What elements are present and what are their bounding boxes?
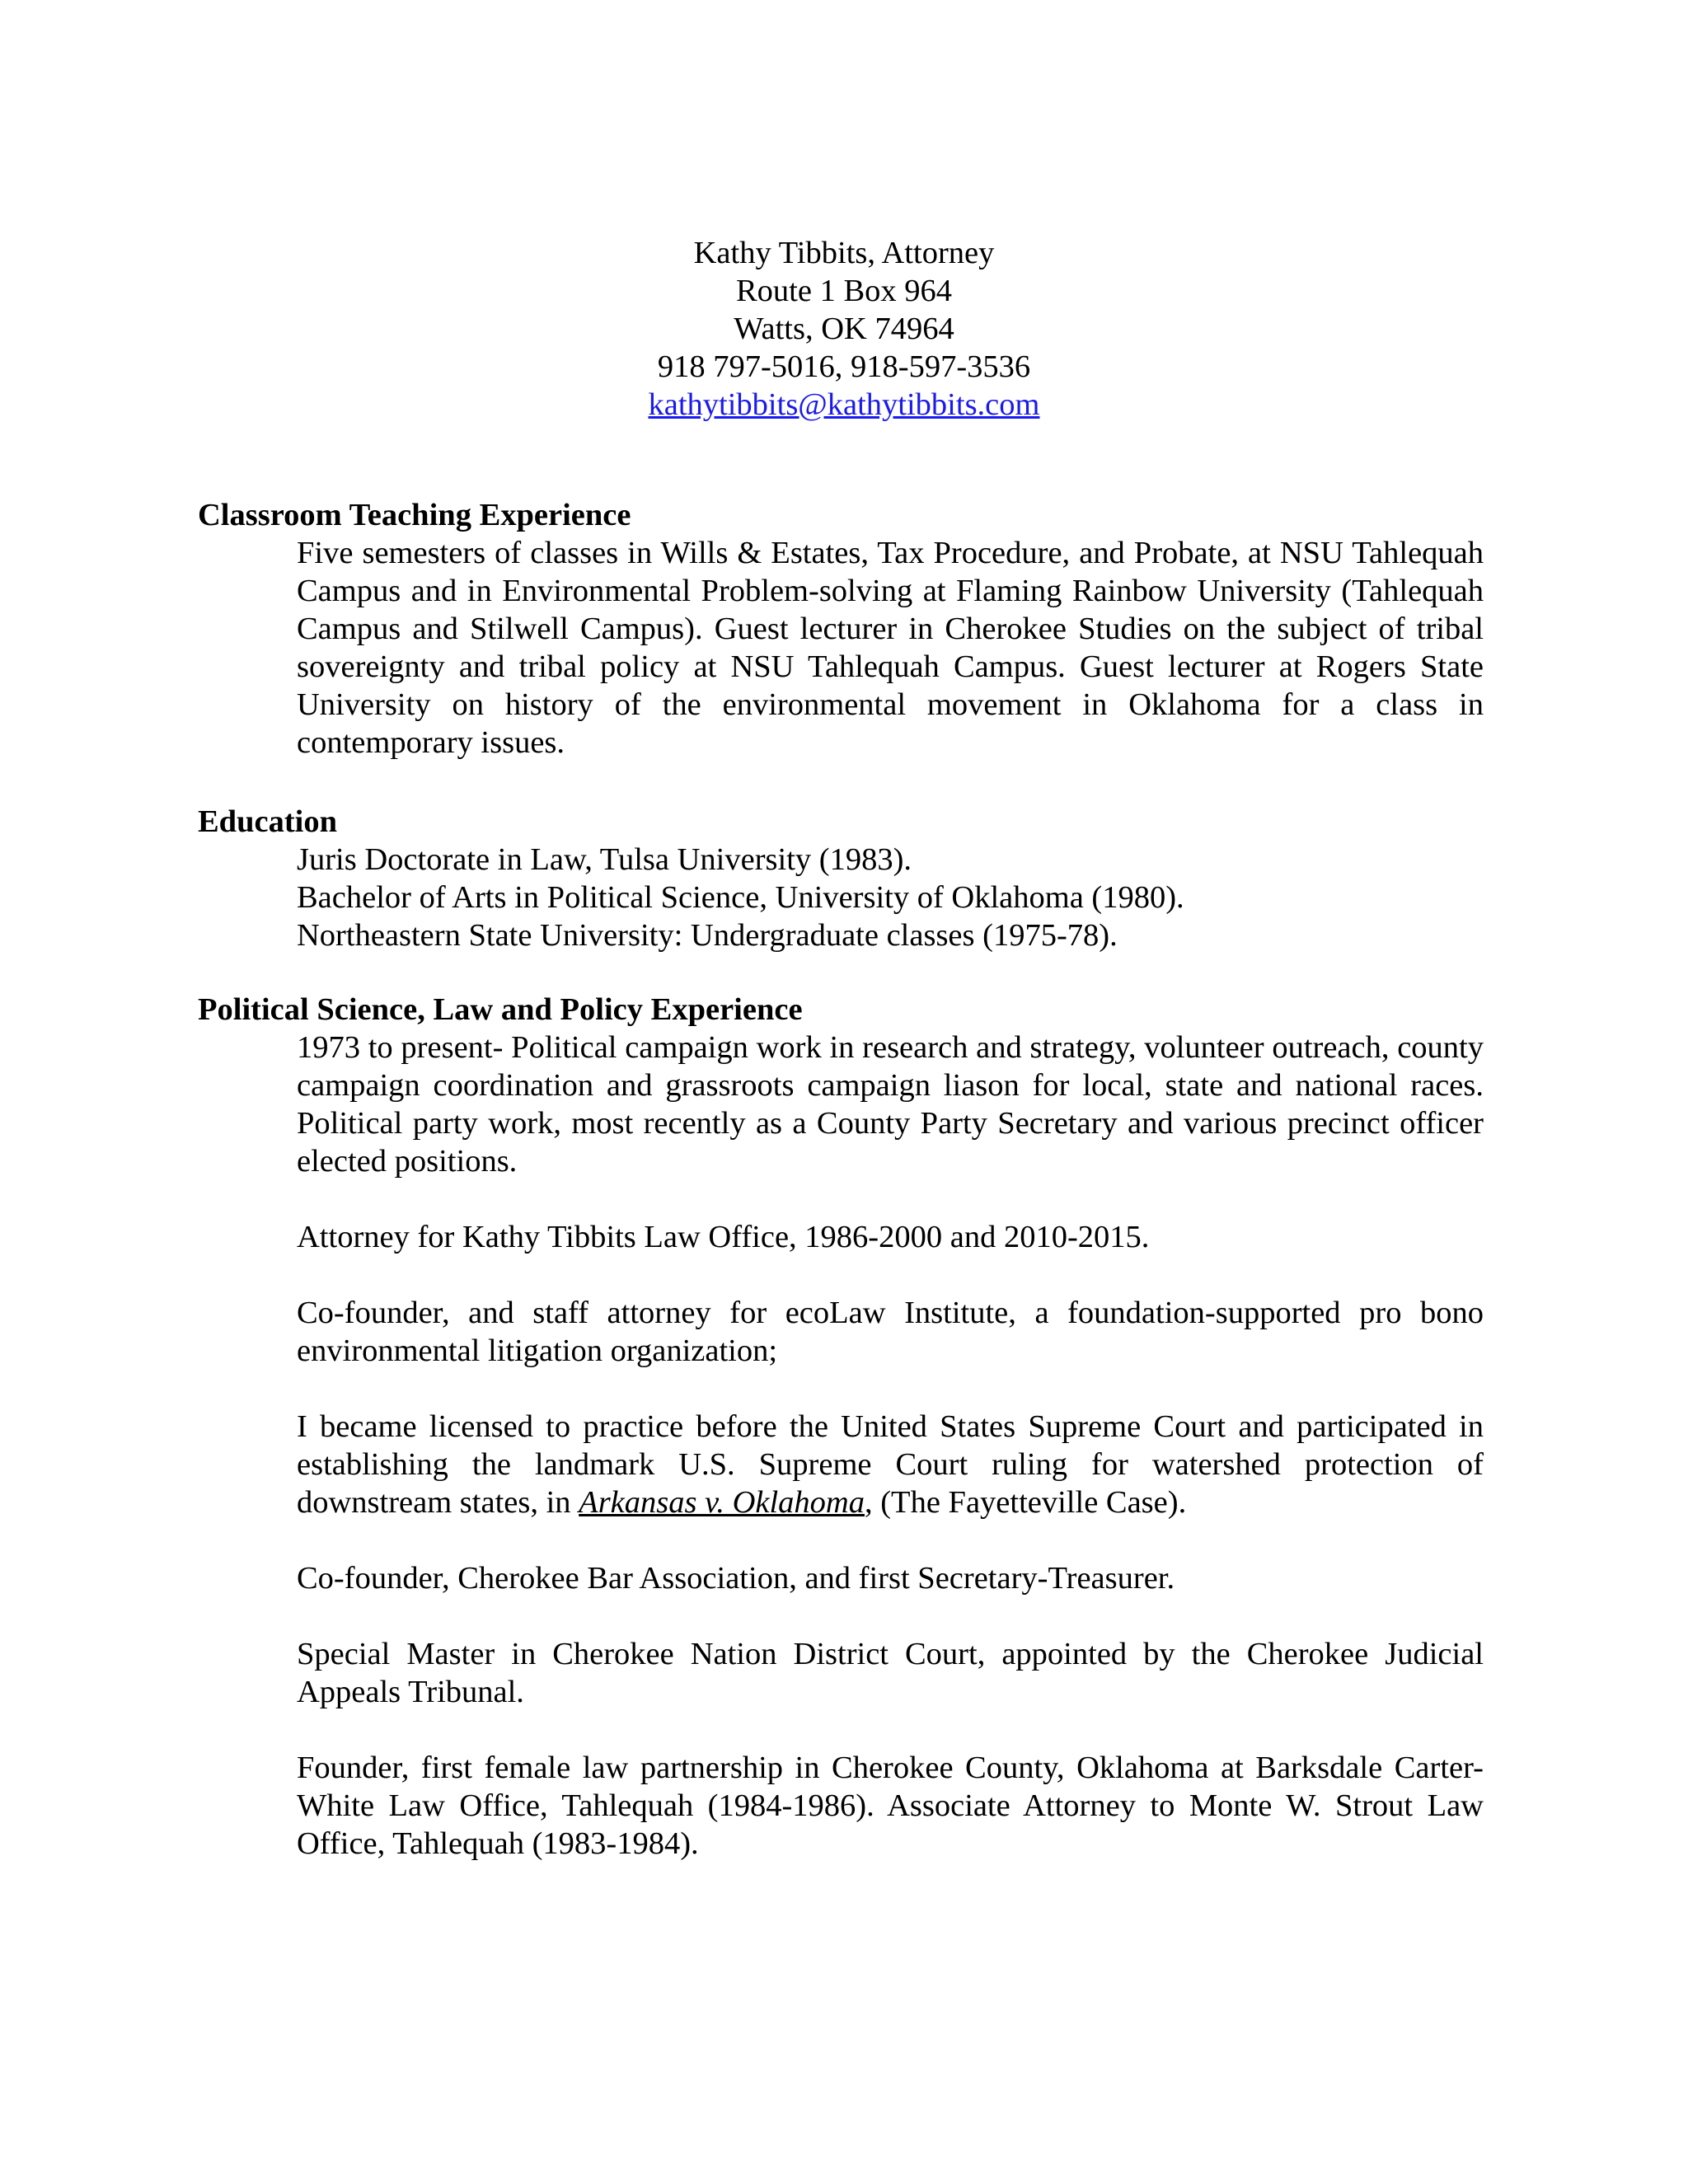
attorney-name: Kathy Tibbits, Attorney bbox=[693, 236, 995, 270]
contact-header bbox=[0, 234, 1688, 424]
education-item-jd: Juris Doctorate in Law, Tulsa University (1983). bbox=[297, 842, 912, 877]
policy-special-master-paragraph: Special Master in Cherokee Nation District Court, appointed by the Cherokee Judicial Appeals Tribunal. bbox=[297, 1637, 1484, 1709]
teaching-paragraph: Five semesters of classes in Wills & Estates, Tax Procedure, and Probate, at NSU Tahlequah Campus and in Environmental Problem-solving at Flaming Rainbow University (Tahlequah Campus and Stilwell Campus). Guest lecturer in Cherokee Studies on the subject of tribal sovereignty and tribal policy at NSU Tahlequah Campus. Guest lecturer at Rogers State University on history of the environmental movement in Oklahoma for a class in contemporary issues. bbox=[297, 536, 1484, 760]
policy-section bbox=[198, 991, 1484, 1863]
email-line bbox=[0, 386, 1688, 424]
teaching-heading: Classroom Teaching Experience bbox=[198, 498, 631, 532]
address-line-2: Watts, OK 74964 bbox=[734, 312, 954, 346]
phone-numbers: 918 797-5016, 918-597-3536 bbox=[657, 349, 1031, 384]
email-link[interactable]: kathytibbits@kathytibbits.com bbox=[648, 387, 1040, 422]
address-line-1: Route 1 Box 964 bbox=[735, 274, 953, 308]
supreme-court-text-after: , (The Fayetteville Case). bbox=[864, 1485, 1187, 1520]
policy-heading: Political Science, Law and Policy Experience bbox=[198, 992, 803, 1027]
policy-campaign-paragraph: 1973 to present- Political campaign work in research and strategy, volunteer outreach, county campaign coordination and grassroots campaign liason for local, state and national races. Political party work, most recently as a County Party Secretary and various precinct officer elected positions. bbox=[297, 1030, 1484, 1179]
policy-bar-association-paragraph: Co-founder, Cherokee Bar Association, and first Secretary-Treasurer. bbox=[297, 1561, 1175, 1596]
policy-body bbox=[297, 1029, 1484, 1863]
teaching-body bbox=[297, 534, 1484, 762]
education-item-nsu: Northeastern State University: Undergraduate classes (1975-78). bbox=[297, 918, 1118, 953]
education-section bbox=[198, 803, 1484, 954]
case-name-arkansas-v-oklahoma: Arkansas v. Oklahoma bbox=[579, 1485, 865, 1520]
supreme-court-text-before: I became licensed to practice before the United States Supreme Court and participated in establishing the landmark U.S. Supreme Court ruling for watershed protection of downstream states, in bbox=[297, 1409, 1484, 1520]
education-list bbox=[297, 841, 1484, 954]
policy-supreme-court-paragraph bbox=[297, 1408, 1484, 1521]
policy-ecolaw-paragraph: Co-founder, and staff attorney for ecoLaw Institute, a foundation-supported pro bono environmental litigation organization; bbox=[297, 1296, 1484, 1368]
policy-law-office-paragraph: Attorney for Kathy Tibbits Law Office, 1986-2000 and 2010-2015. bbox=[297, 1220, 1150, 1254]
teaching-section bbox=[198, 496, 1484, 762]
education-item-ba: Bachelor of Arts in Political Science, University of Oklahoma (1980). bbox=[297, 880, 1184, 915]
education-heading: Education bbox=[198, 804, 338, 839]
policy-founder-paragraph: Founder, first female law partnership in Cherokee County, Oklahoma at Barksdale Carter-White Law Office, Tahlequah (1984-1986). Associate Attorney to Monte W. Strout Law Office, Tahlequah (1983-1984). bbox=[297, 1750, 1484, 1861]
